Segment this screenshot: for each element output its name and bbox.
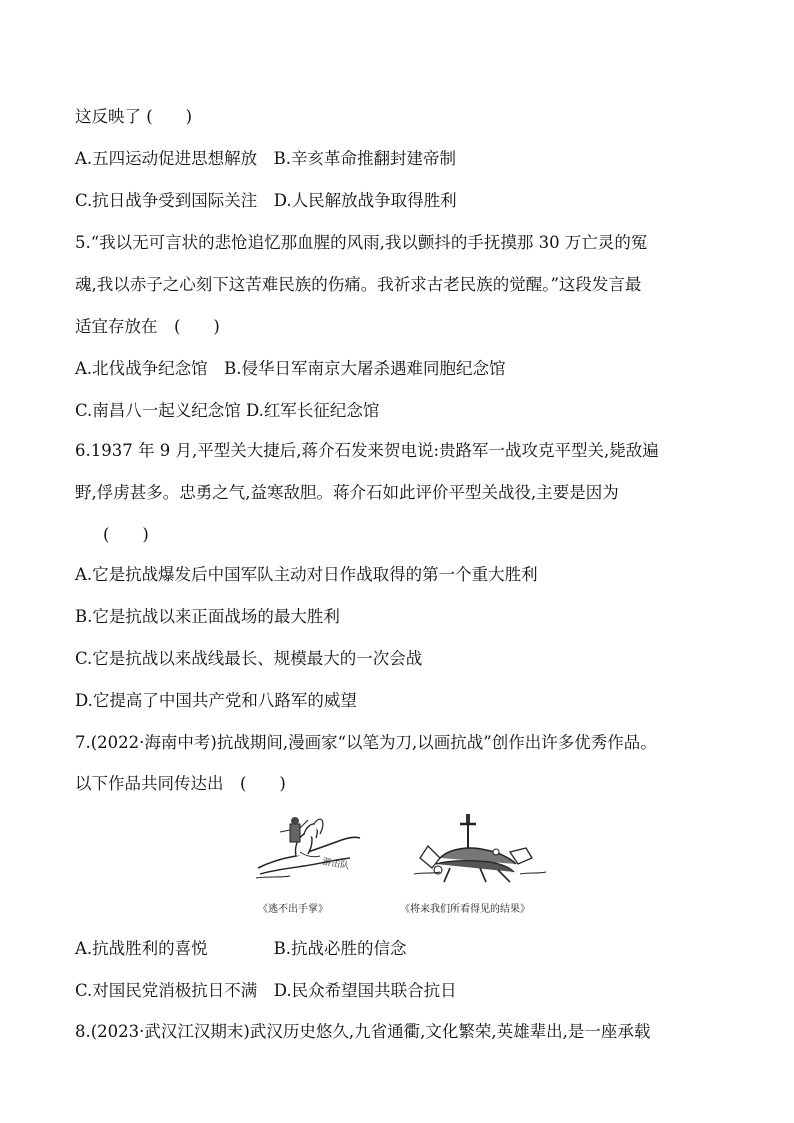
q7-stem-line2: 以下作品共同传达出 ( ) [75,774,286,793]
q5-stem-line1: 5.“我以无可言状的悲怆追忆那血腥的风雨,我以颤抖的手抚摸那 30 万亡灵的冤 [75,233,648,252]
q6-option-d: D.它提高了中国共产党和八路军的威望 [75,691,357,710]
cartoon-hand-image [250,812,366,888]
q6-option-c: C.它是抗战以来战线最长、规模最大的一次会战 [75,649,423,668]
q5-options-cd: C.南昌八一起义纪念馆 D.红军长征纪念馆 [75,401,380,420]
q5-stem-line3: 适宜存放在 ( ) [75,317,220,336]
q4-options-cd: C.抗日战争受到国际关注 D.人民解放战争取得胜利 [75,191,457,210]
cartoon-hand-label: 游击队 [321,857,350,872]
cartoon-fallen-soldier-image [410,812,550,888]
q6-option-b: B.它是抗战以来正面战场的最大胜利 [75,607,340,626]
q4-options-ab: A.五四运动促进思想解放 B.辛亥革命推翻封建帝制 [75,149,457,168]
q7-options-ab: A.抗战胜利的喜悦 B.抗战必胜的信念 [75,939,407,958]
q4-stem-end: 这反映了 ( ) [75,107,193,126]
q6-answer-bracket: ( ) [103,525,149,544]
q7-stem-line1: 7.(2022·海南中考)抗战期间,漫画家“以笔为刀,以画抗战”创作出许多优秀作品。 [75,733,657,752]
q6-stem-line1: 6.1937 年 9 月,平型关大捷后,蒋介石发来贺电说:贵路军一战攻克平型关,毙敌遍 [75,441,659,460]
q7-options-cd: C.对国民党消极抗日不满 D.民众希望国共联合抗日 [75,981,457,1000]
q5-stem-line2: 魂,我以赤子之心刻下这苦难民族的伤痛。我祈求古老民族的觉醒。”这段发言最 [75,275,642,294]
q5-options-ab: A.北伐战争纪念馆 B.侵华日军南京大屠杀遇难同胞纪念馆 [75,359,506,378]
right-cartoon-caption: 《将来我们所看得见的结果》 [400,904,530,915]
q8-stem-line1: 8.(2023·武汉江汉期末)武汉历史悠久,九省通衢,文化繁荣,英雄辈出,是一座承载 [75,1022,651,1041]
q6-stem-line2: 野,俘虏甚多。忠勇之气,益寒敌胆。蒋介石如此评价平型关战役,主要是因为 [75,483,619,502]
q6-option-a: A.它是抗战爆发后中国军队主动对日作战取得的第一个重大胜利 [75,565,538,584]
left-cartoon-caption: 《逃不出手掌》 [258,904,328,915]
